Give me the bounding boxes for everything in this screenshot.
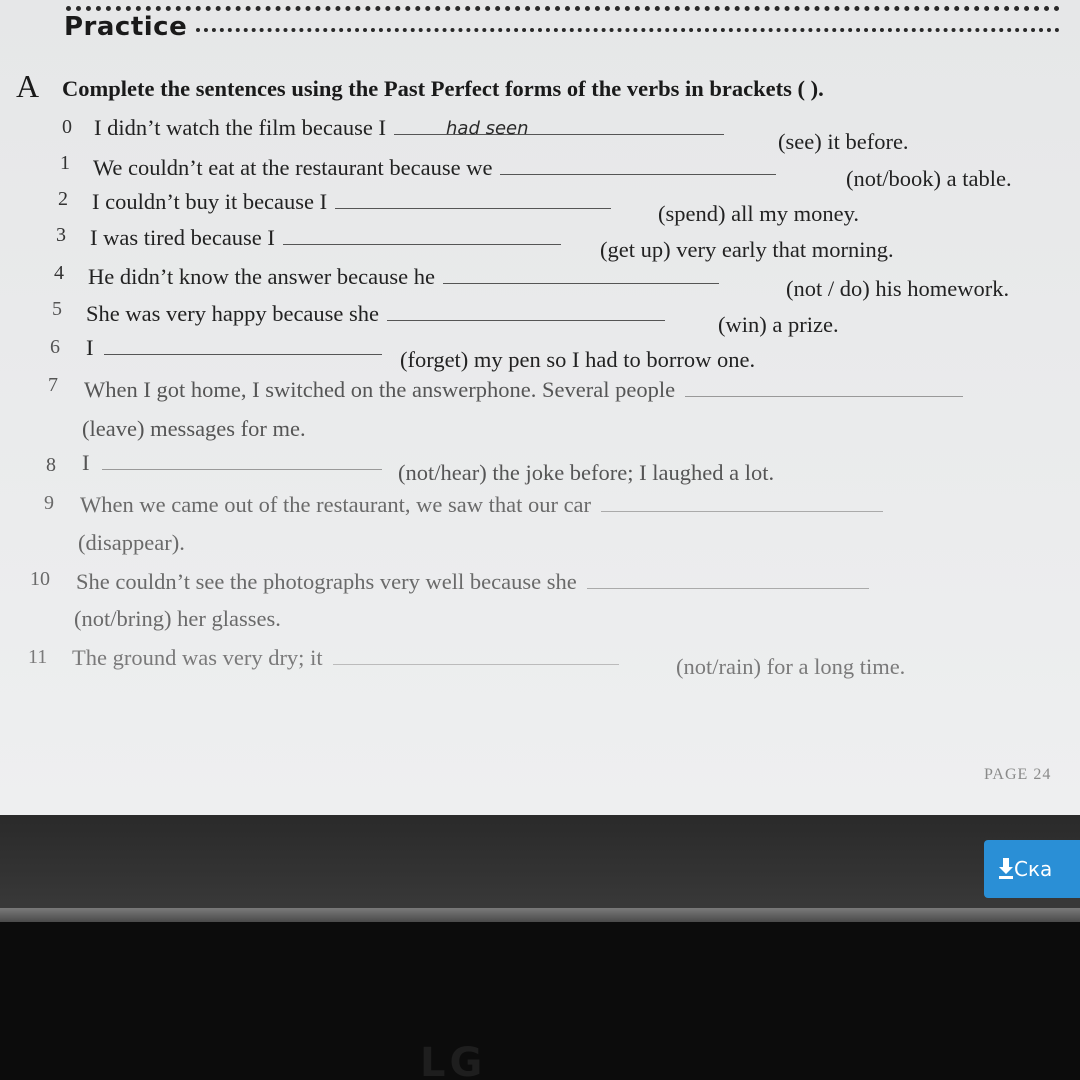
answer-blank[interactable]	[500, 160, 776, 175]
dotted-rule-title	[196, 28, 1060, 32]
item-text	[72, 645, 625, 671]
answer-blank[interactable]	[102, 455, 382, 470]
item-number: 1	[60, 152, 70, 174]
monitor-frame	[0, 922, 1080, 1080]
item-after: (not / do) his homework.	[786, 276, 1010, 301]
item-after: (forget) my pen so I had to borrow one.	[400, 347, 756, 372]
answer-blank[interactable]	[335, 194, 611, 209]
item-before: He didn’t know the answer because he	[88, 264, 435, 289]
sample-answer: had seen	[446, 118, 529, 139]
exercise-instruction: Complete the sentences using the Past Perfect forms of the verbs in brackets ( ).	[62, 76, 824, 101]
item-after: (not/book) a table.	[846, 166, 1012, 191]
answer-blank[interactable]	[283, 230, 561, 245]
page-number: PAGE 24	[984, 766, 1052, 783]
item-text	[86, 301, 671, 327]
monitor-bezel	[0, 815, 1080, 915]
item-number: 5	[52, 298, 62, 320]
answer-blank[interactable]	[387, 306, 665, 321]
answer-blank[interactable]	[685, 382, 963, 397]
item-before: We couldn’t eat at the restaurant because we	[93, 155, 493, 180]
item-after: (not/hear) the joke before; I laughed a lot.	[398, 460, 775, 485]
item-text	[88, 264, 725, 290]
item-text	[86, 335, 388, 361]
item-number: 9	[44, 492, 54, 514]
item-before: I	[82, 450, 90, 475]
item-after: (get up) very early that morning.	[600, 237, 894, 262]
item-before: The ground was very dry; it	[72, 645, 323, 670]
item-before: I	[86, 335, 94, 360]
item-text	[93, 155, 782, 181]
item-text	[84, 377, 969, 403]
exercise-letter: A	[16, 68, 40, 104]
item-number: 7	[48, 374, 58, 396]
answer-blank[interactable]	[601, 497, 883, 512]
dotted-rule-top	[66, 6, 1060, 11]
item-after: (leave) messages for me.	[82, 416, 306, 441]
item-text	[80, 492, 889, 518]
item-number: 4	[54, 262, 64, 284]
item-number: 10	[30, 568, 50, 590]
item-after: (spend) all my money.	[658, 201, 859, 226]
item-before: I didn’t watch the film because I	[94, 115, 386, 140]
item-number: 11	[28, 646, 48, 668]
item-after: (disappear).	[78, 530, 185, 555]
monitor-brand-logo: LG	[420, 1040, 487, 1080]
item-after: (see) it before.	[778, 129, 909, 154]
item-number: 6	[50, 336, 60, 358]
download-button-label: Ска	[1014, 857, 1053, 881]
answer-blank[interactable]	[104, 340, 382, 355]
item-after: (not/bring) her glasses.	[74, 606, 281, 631]
item-before: I was tired because I	[90, 225, 275, 250]
item-after: (win) a prize.	[718, 312, 839, 337]
answer-blank[interactable]	[587, 574, 869, 589]
download-button[interactable]	[984, 840, 1080, 898]
item-number: 2	[58, 188, 68, 210]
answer-blank[interactable]	[443, 269, 719, 284]
section-title: Practice	[64, 12, 188, 42]
item-number: 3	[56, 224, 66, 246]
item-text	[94, 115, 730, 141]
item-after: (not/rain) for a long time.	[676, 654, 906, 679]
bezel-edge	[0, 908, 1080, 922]
download-icon	[998, 858, 1014, 880]
item-text	[92, 189, 617, 215]
item-before: She was very happy because she	[86, 301, 380, 326]
answer-blank[interactable]	[394, 120, 724, 135]
item-number: 0	[62, 116, 72, 138]
item-before: I couldn’t buy it because I	[92, 189, 328, 214]
item-number: 8	[46, 454, 56, 476]
item-text	[90, 225, 567, 251]
answer-blank[interactable]	[333, 650, 619, 665]
item-before: When we came out of the restaurant, we saw that our car	[80, 492, 592, 517]
item-before: When I got home, I switched on the answerphone. Several people	[84, 377, 676, 402]
item-text	[82, 450, 388, 476]
item-before: She couldn’t see the photographs very well because she	[76, 569, 577, 594]
item-text	[76, 569, 875, 595]
